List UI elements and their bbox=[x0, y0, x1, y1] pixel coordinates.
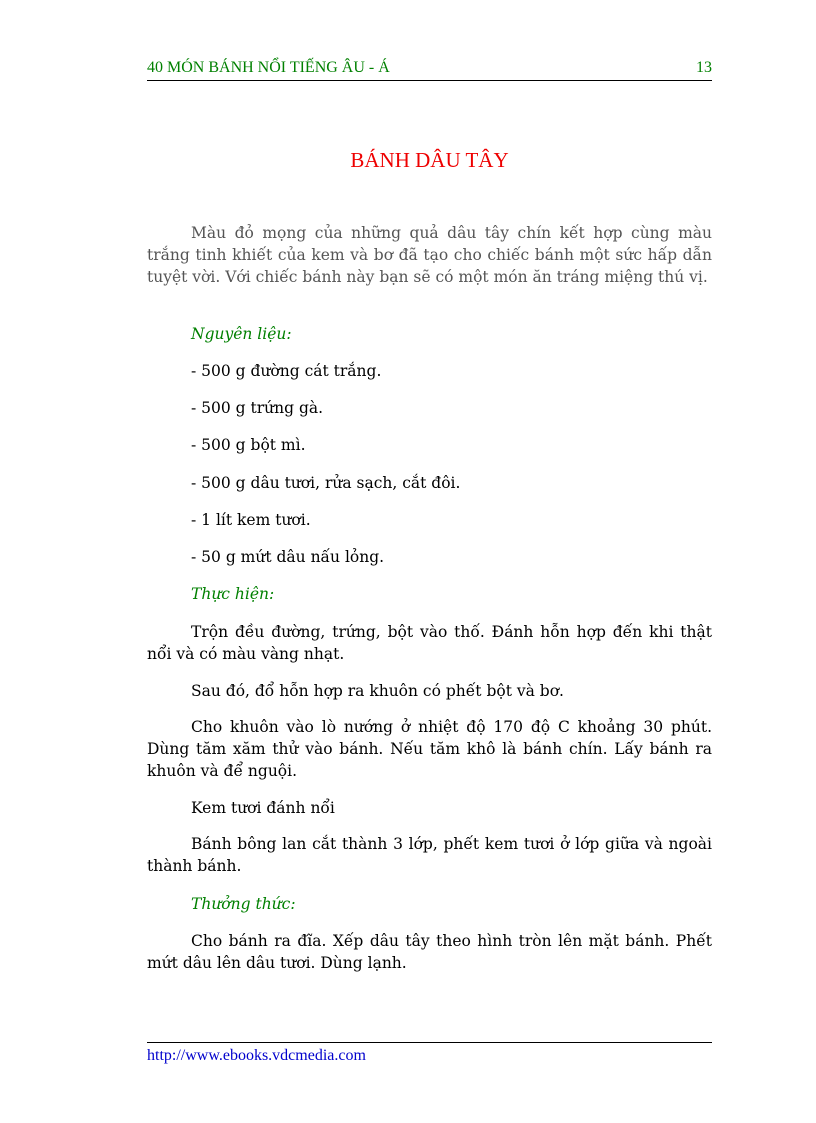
method-step: Sau đó, đổ hỗn hợp ra khuôn có phết bột và bơ. bbox=[191, 682, 564, 700]
method-step: Trộn đều đường, trứng, bột vào thố. Đánh hỗn hợp đến khi thật nổi và có màu vàng nhạt. bbox=[147, 623, 712, 663]
ingredient-item: - 500 g trứng gà. bbox=[191, 399, 324, 417]
ingredient-item: - 500 g đường cát trắng. bbox=[191, 362, 382, 380]
book-title: 40 MÓN BÁNH NỔI TIẾNG ÂU - Á bbox=[147, 59, 390, 76]
page-number: 13 bbox=[696, 59, 712, 76]
footer-link[interactable]: http://www.ebooks.vdcmedia.com bbox=[147, 1047, 366, 1064]
ingredients-heading: Nguyên liệu: bbox=[191, 325, 292, 343]
page-footer bbox=[147, 1042, 712, 1071]
serving-heading: Thưởng thức: bbox=[191, 895, 296, 913]
method-step: Kem tươi đánh nổi bbox=[191, 799, 335, 817]
ingredient-item: - 500 g dâu tươi, rửa sạch, cắt đôi. bbox=[191, 474, 461, 492]
method-step: Bánh bông lan cắt thành 3 lớp, phết kem tươi ở lớp giữa và ngoài thành bánh. bbox=[147, 835, 712, 875]
ingredient-item: - 1 lít kem tươi. bbox=[191, 511, 311, 529]
page-header bbox=[147, 56, 712, 81]
ingredient-item: - 500 g bột mì. bbox=[191, 436, 306, 454]
intro-paragraph: Màu đỏ mọng của những quả dâu tây chín kết hợp cùng màu trắng tinh khiết của kem và bơ đã tạo cho chiếc bánh một sức hấp dẫn tuyệt vời. Với chiếc bánh này bạn sẽ có một món ăn tráng miệng thú vị. bbox=[147, 224, 712, 286]
method-heading: Thực hiện: bbox=[191, 585, 275, 603]
ingredient-item: - 50 g mứt dâu nấu lỏng. bbox=[191, 548, 385, 566]
serving-paragraph: Cho bánh ra đĩa. Xếp dâu tây theo hình tròn lên mặt bánh. Phết mứt dâu lên dâu tươi. Dùng lạnh. bbox=[147, 932, 712, 972]
method-step: Cho khuôn vào lò nướng ở nhiệt độ 170 độ C khoảng 30 phút. Dùng tăm xăm thử vào bánh. Nếu tăm khô là bánh chín. Lấy bánh ra khuôn và để nguội. bbox=[147, 718, 712, 780]
recipe-title: BÁNH DÂU TÂY bbox=[350, 148, 509, 172]
